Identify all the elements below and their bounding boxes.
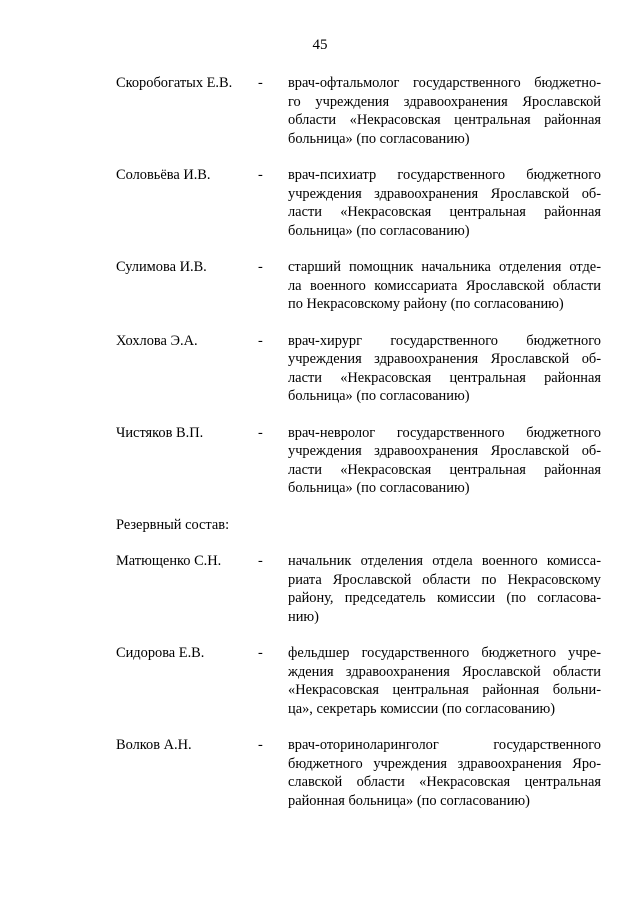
reserve-member-row xyxy=(0,552,640,626)
description-line: ла военного комиссариата Ярославской области xyxy=(288,277,601,294)
member-name: Волков А.Н. xyxy=(116,737,192,753)
description-line: риата Ярославской области по Некрасовскому xyxy=(288,571,601,588)
member-description xyxy=(288,332,601,406)
member-description xyxy=(288,166,601,240)
description-line: учреждения здравоохранения Ярославской об- xyxy=(288,185,601,202)
member-dash: - xyxy=(258,737,263,753)
description-line: начальник отделения отдела военного комисса- xyxy=(288,553,601,569)
member-name: Чистяков В.П. xyxy=(116,424,204,441)
description-line: фельдшер государственного бюджетного учре- xyxy=(288,645,601,661)
description-line: го учреждения здравоохранения Ярославской xyxy=(288,93,601,110)
member-dash: - xyxy=(258,75,263,91)
description-line: ласти «Некрасовская центральная районная xyxy=(288,461,601,478)
description-line: врач-невролог государственного бюджетного xyxy=(288,424,601,441)
description-line: ласти «Некрасовская центральная районная xyxy=(288,204,601,220)
member-dash: - xyxy=(258,332,263,349)
member-dash: - xyxy=(258,553,263,569)
member-dash: - xyxy=(258,259,263,275)
description-line: ждения здравоохранения Ярославской области xyxy=(288,663,601,680)
description-line: больница» (по согласованию) xyxy=(288,222,470,239)
member-row xyxy=(0,258,640,314)
description-line: по Некрасовскому району (по согласованию) xyxy=(288,296,564,312)
description-line: «Некрасовская центральная районная больни- xyxy=(288,682,601,698)
member-description xyxy=(288,74,601,148)
description-line: ца», секретарь комиссии (по согласованию) xyxy=(288,700,556,717)
description-line: районная больница» (по согласованию) xyxy=(288,792,530,809)
member-description xyxy=(288,424,601,498)
description-line: врач-оториноларинголог государственного xyxy=(288,737,601,753)
description-line: врач-психиатр государственного бюджетного xyxy=(288,167,601,183)
member-name: Соловьёва И.В. xyxy=(116,167,211,183)
member-name: Скоробогатых Е.В. xyxy=(116,75,233,91)
member-list xyxy=(0,74,640,810)
member-name: Сидорова Е.В. xyxy=(116,645,205,661)
description-line: учреждения здравоохранения Ярославской об- xyxy=(288,351,601,367)
member-row xyxy=(0,74,640,148)
member-description xyxy=(288,552,601,626)
reserve-member-row xyxy=(0,644,640,718)
member-name: Сулимова И.В. xyxy=(116,259,207,275)
member-description xyxy=(288,644,601,718)
reserve-member-row xyxy=(0,736,640,810)
member-name: Матющенко С.Н. xyxy=(116,553,222,569)
reserve-heading: Резервный состав: xyxy=(116,516,230,533)
description-line: больница» (по согласованию) xyxy=(288,480,470,496)
description-line: славской области «Некрасовская центральная xyxy=(288,774,601,790)
description-line: врач-офтальмолог государственного бюджетно- xyxy=(288,75,601,91)
member-name: Хохлова Э.А. xyxy=(116,332,198,349)
member-description xyxy=(288,258,601,314)
description-line: старший помощник начальника отделения отде- xyxy=(288,259,601,275)
description-line: больница» (по согласованию) xyxy=(288,388,470,404)
description-line: области «Некрасовская центральная районная xyxy=(288,112,601,128)
description-line: ласти «Некрасовская центральная районная xyxy=(288,369,601,386)
description-line: больница» (по согласованию) xyxy=(288,130,470,147)
description-line: району, председатель комиссии (по согласова- xyxy=(288,590,601,606)
member-dash: - xyxy=(258,424,263,441)
member-dash: - xyxy=(258,645,263,661)
page-number: 45 xyxy=(312,37,328,53)
description-line: нию) xyxy=(288,608,319,625)
description-line: бюджетного учреждения здравоохранения Яро- xyxy=(288,755,601,772)
member-row xyxy=(0,424,640,498)
description-line: учреждения здравоохранения Ярославской об- xyxy=(288,443,601,459)
member-description xyxy=(288,736,601,810)
member-dash: - xyxy=(258,167,263,183)
member-row xyxy=(0,166,640,240)
description-line: врач-хирург государственного бюджетного xyxy=(288,332,601,349)
member-row xyxy=(0,332,640,406)
